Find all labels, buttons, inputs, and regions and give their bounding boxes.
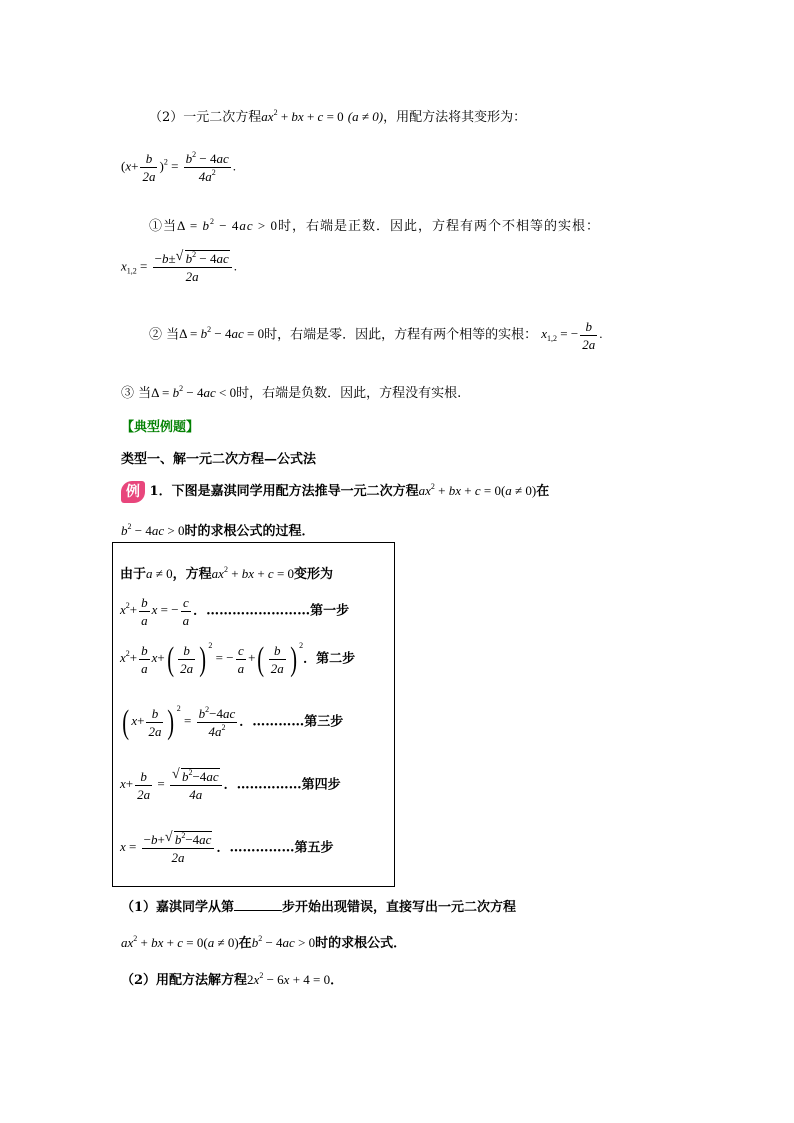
example-badge: 例 — [121, 481, 145, 503]
double-root-formula: $x_{1,2}$ = − $\frac{b}{2a}$ . — [541, 319, 603, 352]
step-5: x = $\frac{-b+√ b^2-4ac}{2a}$ ．……………第五步 — [120, 831, 333, 866]
discriminant-negative: $\Delta = b^2 - 4ac < 0$ — [151, 384, 237, 400]
step-1: $x^2+$ $\frac{b}{a}$ x = − $\frac{c}{a}$ ．……………………第一步 — [120, 595, 350, 628]
box-intro: 由于a ≠ 0，方程$ax^2$ + bx + c = 0变形为 — [120, 565, 334, 582]
type-one-title: 类型一、解一元二次方程—公式法 — [121, 452, 317, 467]
question-1-line2: $ax^2$ + bx + c = 0(a ≠ 0)在$b^2 - 4ac > 0$时的求根公式． — [121, 934, 407, 951]
discriminant-zero: $\Delta = b^2 - 4ac = 0$ — [179, 325, 265, 342]
typical-examples-heading: 【典型例题】 — [121, 420, 200, 435]
completed-square-formula: (x+ $\frac{b}{2a}$ )$^2$ = $\frac{b^2 - 4ac}{4a^2}$ . — [121, 150, 237, 184]
case-1-line: ①当$\Delta = b^2 - 4ac > 0$时，右端是正数．因此，方程有两个不相等的实根： — [149, 217, 600, 234]
case-2-line: ② 当$\Delta = b^2 - 4ac = 0$时，右端是零．因此，方程有两个相等的实根： $x_{1,2}$ = − $\frac{b}{2a}$ . — [149, 319, 603, 352]
example-equation: $ax^2$ + bx + c = 0(a ≠ 0) — [418, 482, 537, 498]
step-3: ( x+ $\frac{b}{2a}$ ) $^2$ = $\frac{b^2-4ac}{4a^2}$ ．…………第三步 — [122, 703, 344, 741]
condition-a-nonzero: (a ≠ 0) — [347, 109, 384, 124]
example-1-line: 例 1．下图是嘉淇同学用配方法推导一元二次方程$ax^2$ + bx + c = 0(a ≠ 0)在 — [121, 480, 549, 503]
discriminant-positive: $\Delta = b^2 - 4ac > 0$ — [177, 217, 278, 233]
paragraph-2-line: （2）一元二次方程$ax^2$ + bx + c = 0 (a ≠ 0)，用配方法将其变形为： — [149, 108, 527, 125]
case-3-line: ③ 当$\Delta = b^2 - 4ac < 0$时，右端是负数．因此，方程没有实根. — [121, 384, 462, 401]
general-equation: $ax^2$ + bx + c = 0 — [261, 108, 344, 124]
question-1-line: （1）嘉淇同学从第 步开始出现错误，直接写出一元二次方程 — [121, 900, 517, 915]
example-discriminant: $b^2 - 4ac > 0$ — [121, 522, 185, 538]
step-4: x+ $\frac{b}{2a}$ = √ $\frac{b^2-4ac}{4a}$ ．……………第四步 — [120, 768, 341, 803]
question-2-line: （2）用配方法解方程$2x^2 - 6x + 4 = 0$． — [121, 971, 344, 988]
answer-blank[interactable] — [234, 898, 282, 911]
step-2: $x^2+$ $\frac{b}{a}$ x+( $\frac{b}{2a}$ ) $^2$ = − $\frac{c}{a}$ +( $\frac{b}{2a}$ ) $^2$．第二步 — [120, 640, 356, 678]
example-1-line2: $b^2 - 4ac > 0$时的求根公式的过程． — [121, 522, 315, 539]
two-roots-formula: $x_{1,2}$ = $\frac{-b\pm√ b^2 - 4ac}{2a}$ . — [121, 250, 237, 285]
